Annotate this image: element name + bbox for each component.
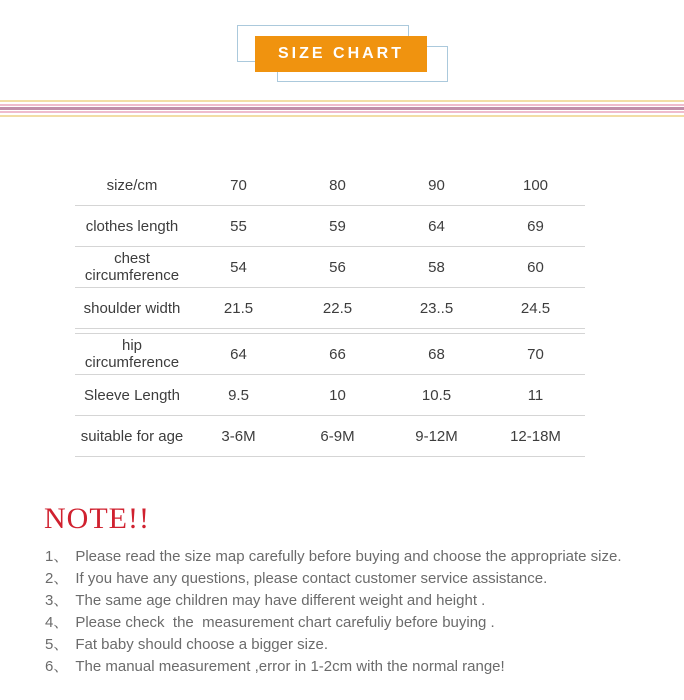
- table-row-clothes-length: [75, 206, 585, 247]
- cell-value: 24.5: [520, 299, 551, 317]
- cell-value: 12-18M: [510, 427, 561, 445]
- row-label: hip circumference: [84, 337, 180, 371]
- note-text: Fat baby should choose a bigger size.: [75, 636, 328, 653]
- row-label: suitable for age: [80, 427, 184, 445]
- cell-value: 56: [329, 258, 346, 276]
- cell-value: 70: [527, 345, 544, 363]
- note-text: If you have any questions, please contact customer service assistance.: [75, 570, 548, 587]
- cell-value: 90: [428, 176, 445, 194]
- table-row-size: [75, 165, 585, 206]
- cell-value: 60: [527, 258, 544, 276]
- cell-value: 22.5: [322, 299, 353, 317]
- note-item: [45, 613, 655, 632]
- cell-value: 55: [230, 217, 247, 235]
- row-label: Sleeve Length: [84, 386, 180, 404]
- cell-value: 69: [527, 217, 544, 235]
- note-number: 1、: [45, 548, 69, 565]
- note-text: The manual measurement ,error in 1-2cm with the normal range!: [75, 658, 505, 675]
- cell-value: 66: [329, 345, 346, 363]
- note-item: [45, 591, 655, 610]
- note-heading: NOTE!!: [44, 502, 150, 535]
- cell-value: 68: [428, 345, 445, 363]
- note-item: [45, 657, 655, 676]
- cell-value: 11: [527, 386, 544, 404]
- note-number: 3、: [45, 592, 69, 609]
- cell-value: 59: [329, 217, 346, 235]
- cell-value: 21.5: [223, 299, 254, 317]
- cell-value: 10: [329, 386, 346, 404]
- size-table-group-2: [75, 333, 585, 457]
- cell-value: 58: [428, 258, 445, 276]
- note-item: [45, 547, 655, 566]
- row-label: shoulder width: [83, 299, 181, 317]
- stripe-divider: [0, 100, 684, 117]
- page-title: SIZE CHART: [278, 45, 404, 62]
- cell-value: 3-6M: [221, 427, 256, 445]
- row-label: clothes length: [85, 217, 179, 235]
- note-text: Please check the measurement chart carefuliy before buying .: [75, 614, 495, 631]
- size-chart-banner: [255, 36, 427, 72]
- cell-value: 54: [230, 258, 247, 276]
- table-row-chest-circumference: [75, 247, 585, 288]
- cell-value: 6-9M: [320, 427, 355, 445]
- size-table-group-1: [75, 165, 585, 329]
- note-item: [45, 635, 655, 654]
- size-table: [75, 165, 585, 457]
- cell-value: 80: [329, 176, 346, 194]
- cell-value: 70: [230, 176, 247, 194]
- row-label: size/cm: [106, 176, 158, 194]
- table-row-suitable-age: [75, 416, 585, 457]
- note-text: The same age children may have different weight and height .: [75, 592, 486, 609]
- cell-value: 100: [522, 176, 549, 194]
- note-number: 4、: [45, 614, 69, 631]
- table-row-shoulder-width: [75, 288, 585, 329]
- cell-value: 10.5: [421, 386, 452, 404]
- cell-value: 64: [428, 217, 445, 235]
- note-number: 2、: [45, 570, 69, 587]
- note-number: 5、: [45, 636, 69, 653]
- table-row-hip-circumference: [75, 334, 585, 375]
- note-item: [45, 569, 655, 588]
- table-row-sleeve-length: [75, 375, 585, 416]
- row-label: chest circumference: [84, 250, 180, 284]
- cell-value: 9-12M: [415, 427, 458, 445]
- note-list: [45, 547, 655, 679]
- cell-value: 9.5: [228, 386, 249, 404]
- stripe-yellow-bottom: [0, 115, 684, 117]
- cell-value: 23..5: [419, 299, 454, 317]
- cell-value: 64: [230, 345, 247, 363]
- note-number: 6、: [45, 658, 69, 675]
- note-text: Please read the size map carefully before buying and choose the appropriate size.: [75, 548, 622, 565]
